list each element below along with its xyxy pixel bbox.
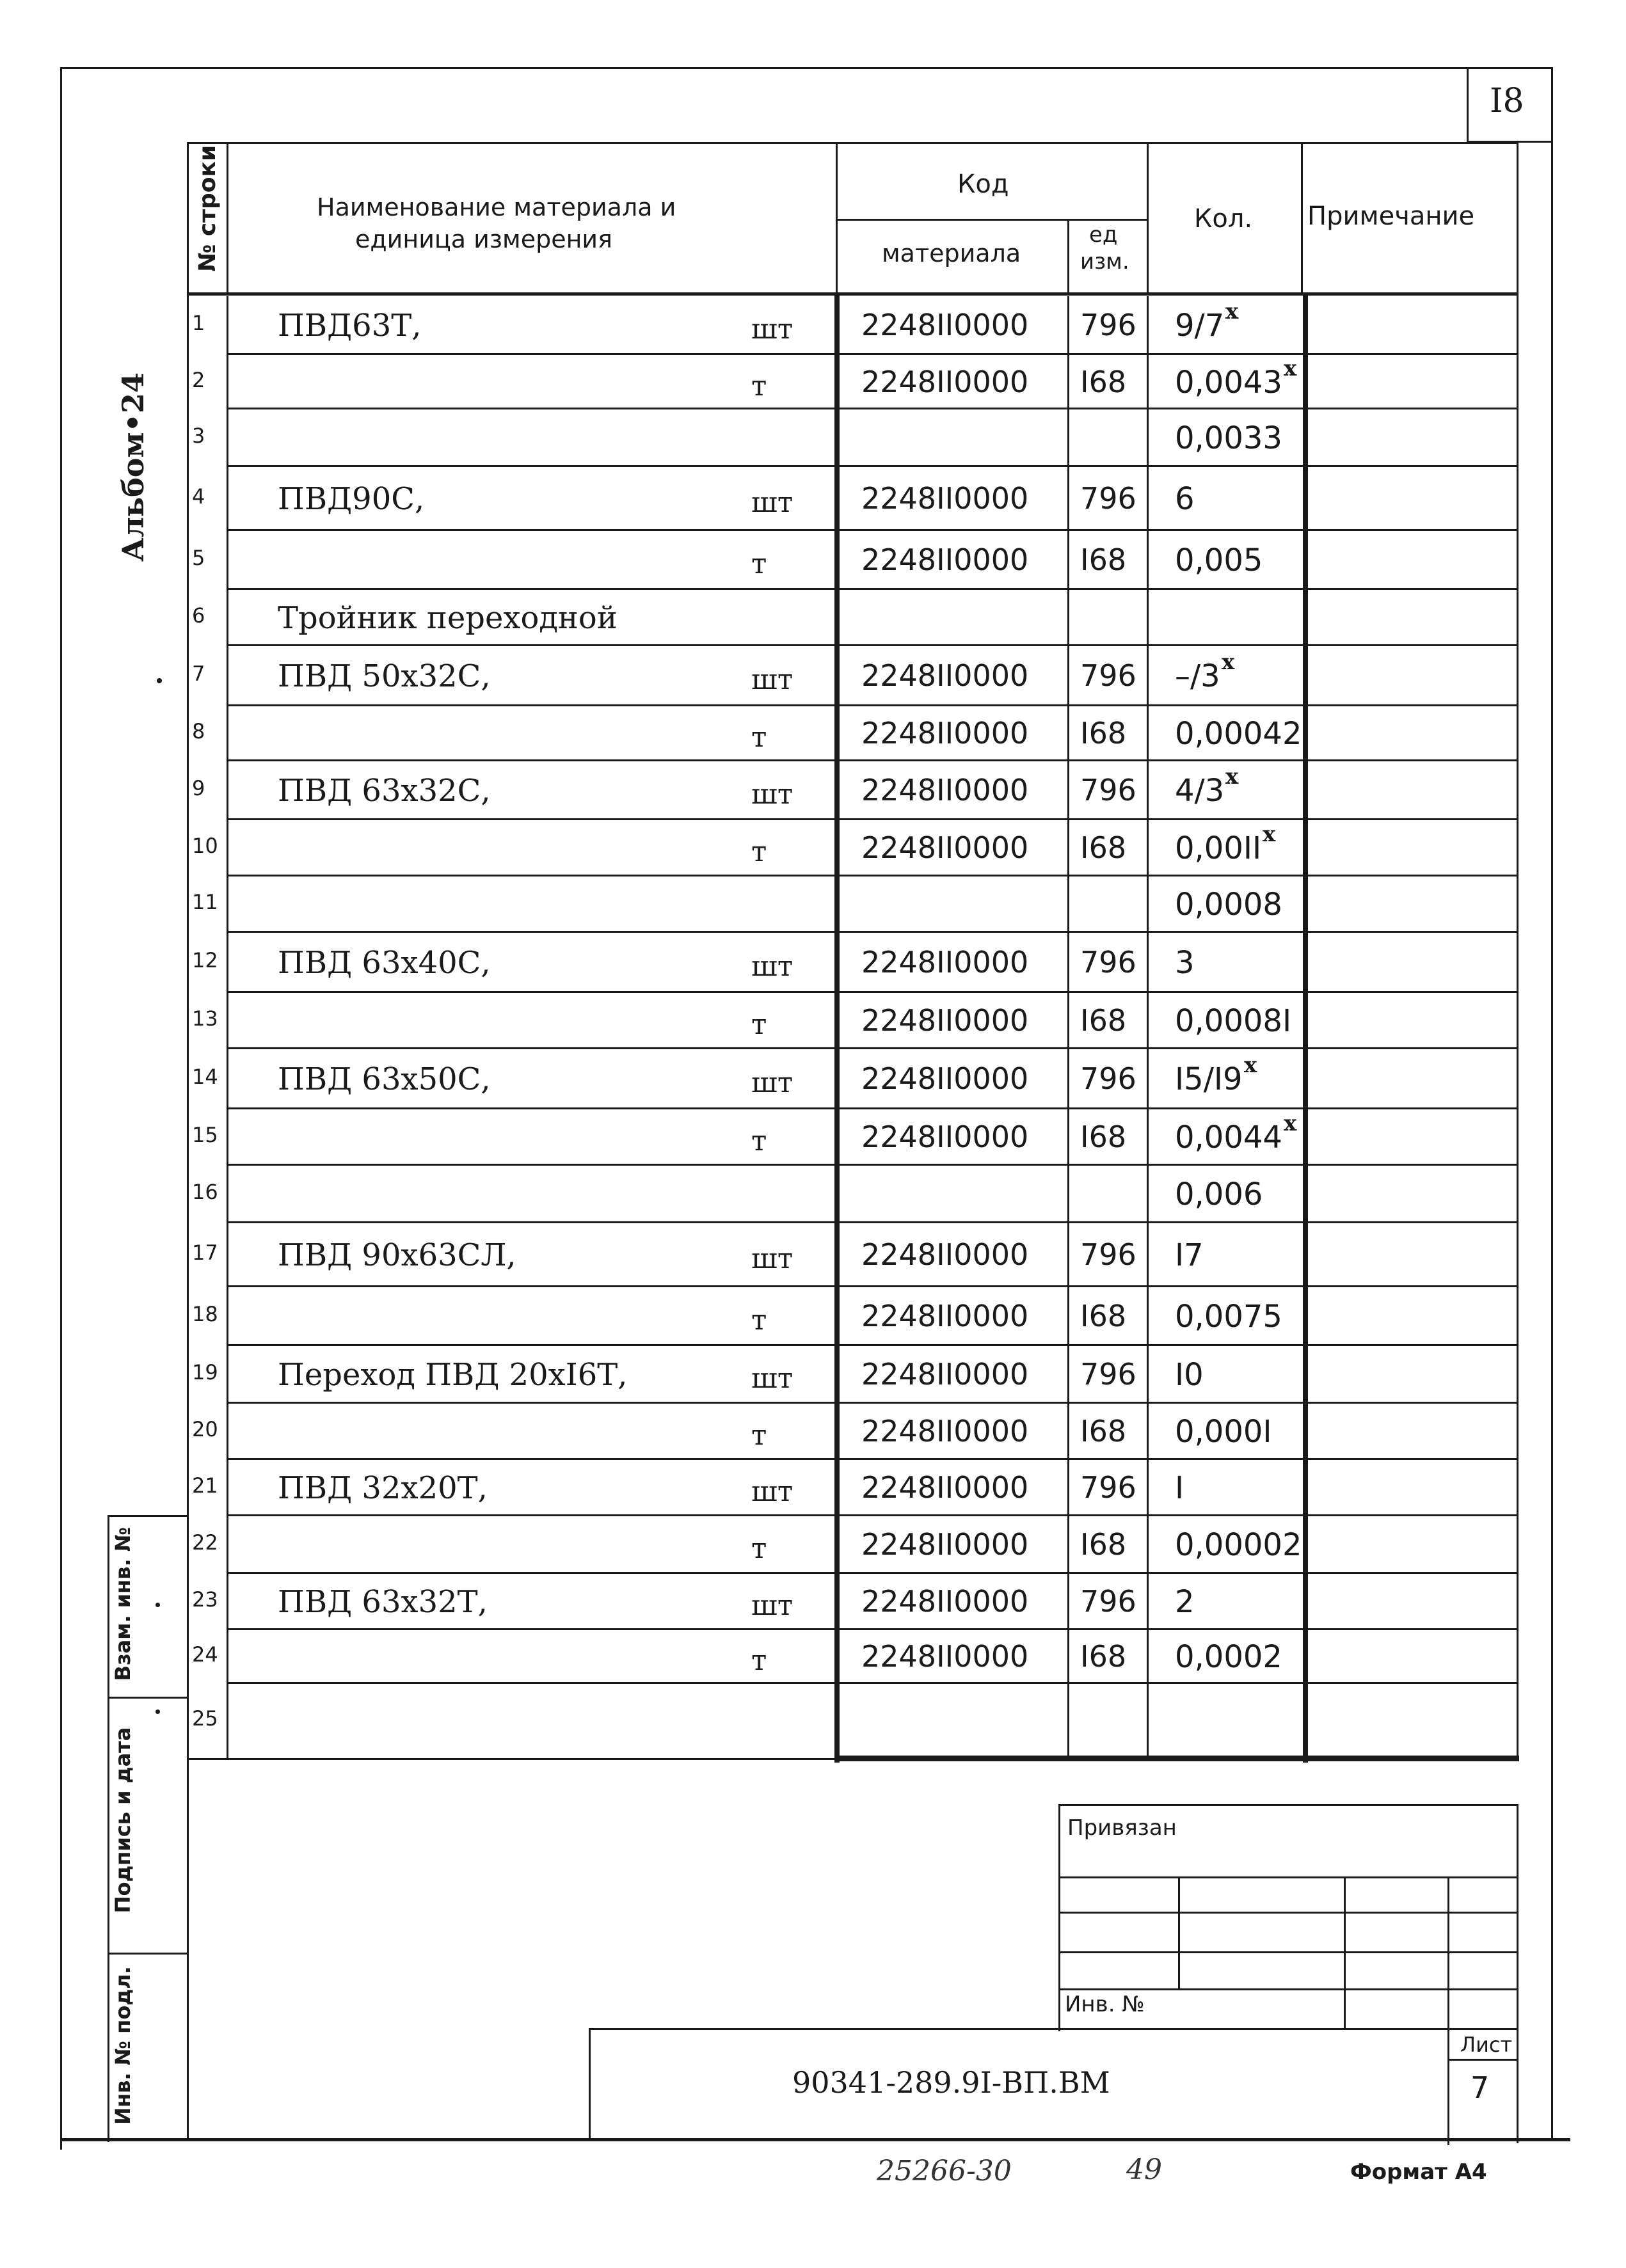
unit-name: т (751, 836, 767, 868)
table-row (0, 820, 1626, 876)
quantity: 0,0008I (1175, 1003, 1292, 1039)
row-number: 13 (192, 1006, 218, 1031)
row-number: 16 (192, 1180, 218, 1204)
quantity: 0,0033 (1175, 420, 1282, 456)
unit-name: т (751, 548, 767, 580)
quantity: I5/I9 (1175, 1061, 1243, 1097)
unit-code: I68 (1080, 1003, 1127, 1038)
row-line-num (227, 1404, 228, 1460)
header-note: Примечание (1307, 202, 1475, 231)
row-line-qty (1147, 1460, 1149, 1516)
row-number: 5 (192, 546, 205, 570)
unit-code: 796 (1080, 1237, 1136, 1272)
row-line-num (227, 467, 228, 531)
stamp-left (1058, 1804, 1060, 2031)
material-code: 2248II0000 (861, 1584, 1029, 1619)
unit-code: 796 (1080, 1470, 1136, 1505)
row-line-ucode (1067, 1109, 1069, 1166)
unit-name: шт (751, 1067, 793, 1099)
row-number: 21 (192, 1473, 218, 1498)
stamp-v2 (1344, 1876, 1346, 2030)
table-row (0, 467, 1626, 531)
row-number: 24 (192, 1642, 218, 1667)
strip-div-1 (108, 1697, 188, 1699)
row-number: 4 (192, 484, 205, 509)
row-line-qty (1147, 1630, 1149, 1684)
strip-div-2 (108, 1953, 188, 1955)
material-code: 2248II0000 (861, 1237, 1029, 1272)
row-line-ucode (1067, 1287, 1069, 1346)
header-name-line1: Наименование материала и (317, 193, 676, 221)
unit-code: I68 (1080, 1414, 1127, 1448)
page-number: I8 (1490, 82, 1524, 120)
material-code: 2248II0000 (861, 830, 1029, 865)
header-code-unit-1: ед (1089, 222, 1118, 248)
unit-name: т (751, 1644, 767, 1677)
quantity: 4/3 (1175, 773, 1225, 809)
row-line-ucode (1067, 1574, 1069, 1630)
unit-code: 796 (1080, 1061, 1136, 1096)
frame-top (61, 67, 1552, 69)
header-row-number: № строки (195, 145, 221, 272)
row-number: 20 (192, 1417, 218, 1441)
unit-code: I68 (1080, 1527, 1127, 1562)
unit-code: I68 (1080, 1120, 1127, 1154)
strip-left (108, 1515, 109, 2142)
row-line-qty (1147, 761, 1149, 820)
strip-dot-1 (155, 1603, 160, 1607)
unit-code: 796 (1080, 1357, 1136, 1392)
row-line-num (227, 933, 228, 993)
strip-dot-2 (155, 1709, 160, 1714)
unit-code: 796 (1080, 481, 1136, 516)
material-code: 2248II0000 (861, 1639, 1029, 1674)
unit-name: шт (751, 1475, 793, 1508)
row-line-qty (1147, 531, 1149, 590)
row-number: 19 (192, 1360, 218, 1384)
unit-code: 796 (1080, 1584, 1136, 1619)
bold-code-left (834, 292, 840, 1763)
table-row (0, 646, 1626, 706)
col-rownum-line-header (227, 142, 228, 296)
unit-code: I68 (1080, 830, 1127, 865)
album-label: Альбом•24 (116, 372, 150, 562)
row-line-ucode (1067, 993, 1069, 1049)
strip-top (108, 1515, 188, 1517)
table-row (0, 933, 1626, 993)
unit-name: т (751, 1304, 767, 1336)
quantity: 6 (1175, 481, 1195, 517)
quantity: I (1175, 1470, 1184, 1506)
footer-stamp-page: 49 (1126, 2153, 1162, 2186)
row-line-qty (1147, 820, 1149, 876)
row-number: 12 (192, 948, 218, 972)
material-name: ПВД 63х40С, (278, 945, 491, 981)
table-row (0, 1516, 1626, 1574)
row-line-num (227, 1574, 228, 1630)
material-name: ПВД 63х32Т, (278, 1584, 488, 1620)
quantity: 9/7 (1175, 308, 1225, 344)
label-inv-podl: Инв. № подл. (111, 1966, 135, 2125)
row-number: 1 (192, 311, 205, 335)
row-line-ucode (1067, 1460, 1069, 1516)
row-line-num (227, 706, 228, 761)
row-line-qty (1147, 1049, 1149, 1109)
stamp-list-split (1447, 2059, 1518, 2061)
row-number: 17 (192, 1241, 218, 1265)
table-row (0, 1404, 1626, 1460)
quantity: 0,00II (1175, 830, 1262, 866)
quantity: 0,00002 (1175, 1527, 1302, 1563)
row-number: 2 (192, 368, 205, 392)
row-line-ucode (1067, 1404, 1069, 1460)
row-number: 18 (192, 1302, 218, 1326)
row-line-ucode (1067, 409, 1069, 467)
row-line-num (227, 820, 228, 876)
row-line-num (227, 1684, 228, 1758)
row-line-qty (1147, 1404, 1149, 1460)
row-line-ucode (1067, 933, 1069, 993)
material-code: 2248II0000 (861, 945, 1029, 979)
row-line-ucode (1067, 467, 1069, 531)
unit-name: шт (751, 1589, 793, 1622)
row-line-ucode (1067, 355, 1069, 409)
unit-code: I68 (1080, 1639, 1127, 1674)
unit-code: I68 (1080, 1299, 1127, 1333)
row-line-num (227, 1049, 228, 1109)
row-line-num (227, 646, 228, 706)
row-line-num (227, 409, 228, 467)
row-number: 22 (192, 1530, 218, 1555)
row-number: 14 (192, 1065, 218, 1089)
table-row (0, 1630, 1626, 1684)
row-number: 23 (192, 1587, 218, 1612)
row-line-num (227, 531, 228, 590)
quantity: 0,005 (1175, 543, 1263, 578)
material-code: 2248II0000 (861, 1061, 1029, 1096)
row-number: 7 (192, 662, 205, 686)
material-name: ПВД 63х50С, (278, 1061, 491, 1097)
header-code-material: материала (882, 239, 1021, 267)
row-line-ucode (1067, 876, 1069, 933)
table-row (0, 876, 1626, 933)
table-bottom-thin (187, 1758, 836, 1760)
table-row (0, 296, 1626, 355)
table-row (0, 761, 1626, 820)
row-line-qty (1147, 590, 1149, 646)
table-row (0, 1684, 1626, 1758)
row-line-qty (1147, 409, 1149, 467)
header-code: Код (957, 170, 1009, 199)
table-row (0, 355, 1626, 409)
stamp-doc-code: 90341-289.9I-ВП.ВМ (792, 2065, 1110, 2100)
unit-name: шт (751, 950, 793, 983)
row-line-ucode (1067, 820, 1069, 876)
row-line-qty (1147, 1516, 1149, 1574)
row-line-ucode (1067, 1223, 1069, 1287)
row-number: 3 (192, 424, 205, 448)
material-code: 2248II0000 (861, 1120, 1029, 1154)
label-podpis-data: Подпись и дата (111, 1727, 135, 1914)
row-line-ucode (1067, 1166, 1069, 1223)
page-number-box-left (1467, 67, 1469, 143)
row-line-num (227, 355, 228, 409)
quantity: 0,0002 (1175, 1639, 1282, 1675)
row-line-num (227, 761, 228, 820)
row-line-ucode (1067, 1346, 1069, 1404)
quantity: I0 (1175, 1357, 1204, 1393)
row-number: 6 (192, 603, 205, 628)
bold-body-bottom (834, 1756, 1519, 1761)
frame-bottom (60, 2138, 1570, 2141)
quantity: 0,0044 (1175, 1120, 1282, 1155)
quantity: I7 (1175, 1237, 1204, 1273)
row-line-num (227, 993, 228, 1049)
unit-name: шт (751, 1242, 793, 1275)
row-line-num (227, 296, 228, 355)
header-code-unit-2: изм. (1080, 249, 1129, 274)
bold-body-right (1303, 292, 1308, 1763)
row-line-num (227, 876, 228, 933)
material-name: ПВД63Т, (278, 308, 422, 344)
footer-stamp-number: 25266-30 (877, 2155, 1012, 2187)
unit-code: I68 (1080, 365, 1127, 399)
table-row (0, 1223, 1626, 1287)
unit-code: 796 (1080, 945, 1136, 979)
row-line-qty (1147, 1574, 1149, 1630)
table-row (0, 1346, 1626, 1404)
quantity: 2 (1175, 1584, 1195, 1620)
unit-name: т (751, 721, 767, 754)
row-number: 10 (192, 834, 218, 858)
row-line-qty (1147, 467, 1149, 531)
row-line-qty (1147, 1109, 1149, 1166)
row-line-qty (1147, 876, 1149, 933)
unit-name: т (751, 1008, 767, 1041)
table-row (0, 1460, 1626, 1516)
row-number: 15 (192, 1123, 218, 1147)
row-number: 25 (192, 1706, 218, 1731)
unit-name: т (751, 1532, 767, 1565)
quantity-mark: x (1222, 649, 1235, 675)
row-line-num (227, 1287, 228, 1346)
footer-format: Формат А4 (1350, 2159, 1487, 2185)
row-line-ucode (1067, 296, 1069, 355)
table-row (0, 993, 1626, 1049)
unit-name: шт (751, 778, 793, 811)
row-line-qty (1147, 1223, 1149, 1287)
material-name: ПВД 50х32С, (278, 658, 491, 694)
quantity: –/3 (1175, 658, 1220, 694)
quantity-mark: x (1284, 1111, 1297, 1136)
unit-name: шт (751, 663, 793, 696)
material-code: 2248II0000 (861, 1527, 1029, 1562)
row-line-num (227, 590, 228, 646)
row-line-ucode (1067, 1516, 1069, 1574)
row-line-ucode (1067, 646, 1069, 706)
material-code: 2248II0000 (861, 1357, 1029, 1392)
row-line-ucode (1067, 590, 1069, 646)
table-row (0, 1287, 1626, 1346)
header-name-line2: единица измерения (355, 225, 612, 253)
row-line-qty (1147, 993, 1149, 1049)
quantity-mark: x (1263, 821, 1276, 847)
unit-name: шт (751, 313, 793, 345)
row-number: 11 (192, 890, 218, 914)
row-line-num (227, 1166, 228, 1223)
stamp-v3 (1447, 1876, 1449, 2145)
material-name: ПВД 63х32С, (278, 773, 491, 809)
stamp-list-value: 7 (1471, 2070, 1490, 2105)
quantity-mark: x (1225, 299, 1239, 324)
stamp-main-top (589, 2028, 1518, 2030)
material-name: ПВД90С, (278, 481, 425, 517)
material-name: ПВД 32х20Т, (278, 1470, 488, 1506)
quantity: 0,0043 (1175, 365, 1282, 400)
material-code: 2248II0000 (861, 308, 1029, 342)
stamp-list-label: Лист (1460, 2033, 1513, 2057)
material-code: 2248II0000 (861, 1299, 1029, 1333)
quantity: 0,0075 (1175, 1299, 1282, 1335)
unit-code: 796 (1080, 658, 1136, 693)
material-name: Тройник переходной (278, 600, 618, 636)
unit-name: т (751, 370, 767, 402)
row-line-ucode (1067, 531, 1069, 590)
row-line-qty (1147, 1684, 1149, 1758)
stamp-v1 (1178, 1876, 1180, 1988)
unit-code: I68 (1080, 716, 1127, 750)
stamp-right (1517, 1804, 1518, 2143)
row-line-num (227, 1346, 228, 1404)
header-code-split (836, 219, 1148, 221)
material-code: 2248II0000 (861, 716, 1029, 750)
table-top (187, 142, 1518, 144)
material-code: 2248II0000 (861, 365, 1029, 399)
unit-code: I68 (1080, 543, 1127, 577)
row-line-num (227, 1460, 228, 1516)
material-code: 2248II0000 (861, 543, 1029, 577)
header-qty: Кол. (1194, 204, 1253, 234)
row-line-ucode (1067, 1630, 1069, 1684)
quantity-mark: x (1244, 1052, 1257, 1078)
material-code: 2248II0000 (861, 773, 1029, 807)
quantity: 3 (1175, 945, 1195, 981)
table-row (0, 1574, 1626, 1630)
quantity: 0,000I (1175, 1414, 1272, 1450)
quantity-mark: x (1284, 356, 1297, 381)
quantity: 0,006 (1175, 1177, 1263, 1212)
row-line-num (227, 1223, 228, 1287)
table-row (0, 1049, 1626, 1109)
unit-code: 796 (1080, 773, 1136, 807)
material-code: 2248II0000 (861, 481, 1029, 516)
row-line-qty (1147, 1287, 1149, 1346)
row-line-ucode (1067, 1049, 1069, 1109)
row-line-qty (1147, 933, 1149, 993)
material-code: 2248II0000 (861, 658, 1029, 693)
row-line-qty (1147, 1166, 1149, 1223)
unit-name: шт (751, 486, 793, 519)
header-bottom (187, 292, 1518, 296)
stamp-privyazan: Привязан (1067, 1815, 1177, 1841)
material-code: 2248II0000 (861, 1003, 1029, 1038)
col-code-mid-header (1067, 219, 1069, 296)
material-code: 2248II0000 (861, 1414, 1029, 1448)
row-line-qty (1147, 355, 1149, 409)
table-row (0, 409, 1626, 467)
quantity-mark: x (1225, 764, 1239, 789)
row-line-qty (1147, 1346, 1149, 1404)
row-line-num (227, 1630, 228, 1684)
stamp-top (1058, 1804, 1518, 1806)
unit-name: т (751, 1419, 767, 1452)
table-row (0, 706, 1626, 761)
quantity: 0,0008 (1175, 887, 1282, 923)
row-line-qty (1147, 296, 1149, 355)
unit-code: 796 (1080, 308, 1136, 342)
row-number: 9 (192, 776, 205, 800)
row-line-qty (1147, 706, 1149, 761)
stamp-inv-no: Инв. № (1065, 1992, 1145, 2017)
table-row (0, 1166, 1626, 1223)
material-code: 2248II0000 (861, 1470, 1029, 1505)
col-note-left-header (1301, 142, 1303, 296)
material-name: Переход ПВД 20хI6Т, (278, 1357, 628, 1393)
table-row (0, 1109, 1626, 1166)
row-line-qty (1147, 646, 1149, 706)
row-line-num (227, 1109, 228, 1166)
table-row (0, 590, 1626, 646)
stamp-main-left (589, 2028, 591, 2140)
row-number: 8 (192, 719, 205, 743)
table-row (0, 531, 1626, 590)
material-name: ПВД 90х63СЛ, (278, 1237, 516, 1273)
unit-name: шт (751, 1362, 793, 1395)
row-line-ucode (1067, 1684, 1069, 1758)
row-line-ucode (1067, 706, 1069, 761)
row-line-num (227, 1516, 228, 1574)
unit-name: т (751, 1125, 767, 1157)
label-vzam-inv: Взам. инв. № (111, 1527, 135, 1681)
quantity: 0,00042 (1175, 716, 1302, 752)
row-line-ucode (1067, 761, 1069, 820)
